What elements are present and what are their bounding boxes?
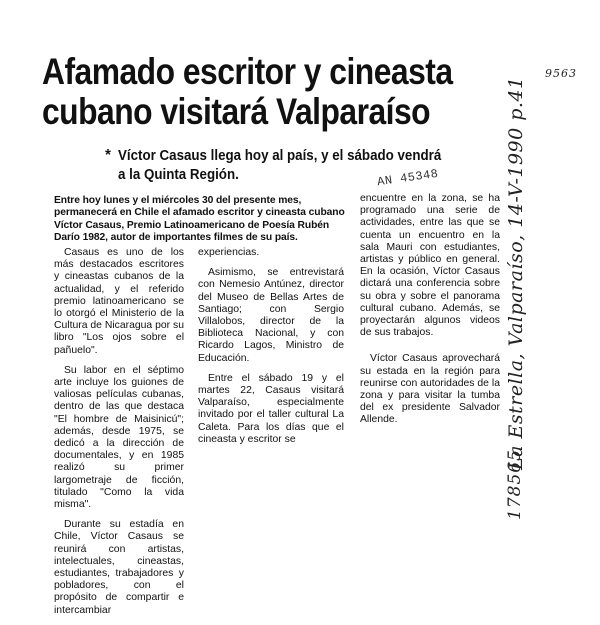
paragraph: Víctor Casaus aprovechará su estada en la región para reunirse con autoridades de la zona y para visitar la tumba del ex presidente Salvador Allende.: [360, 353, 500, 426]
handwritten-source-note: La Estrella, Valparaíso, 14-V-1990 p.41: [505, 76, 527, 470]
paragraph: experiencias.: [198, 247, 260, 258]
paragraph: Casaus es uno de los más destacados escritores y cineastas cubanos de la actualidad, y el referido premio latinoamericano se lo otorgó el Ministerio de la Cultura de Nicaragua por su libro "Los ojos sobre el pañuelo".: [54, 247, 184, 356]
paragraph: Entre el sábado 19 y el martes 22, Casaus visitará Valparaíso, especialmente invitado por el taller cultural La Caleta. Para los días que el cineasta y escritor se: [198, 372, 344, 445]
subheadline-text: Víctor Casaus llega hoy al país, y el sábado vendrá a la Quinta Región.: [118, 148, 442, 183]
body-column-2: [198, 247, 344, 454]
headline: [42, 51, 453, 132]
body-column-3: [360, 193, 500, 435]
handwritten-top-number: 9563: [545, 67, 577, 80]
headline-line-1: Afamado escritor y cineasta: [42, 51, 453, 92]
archive-stamp: AN 45348: [376, 166, 440, 190]
paragraph: encuentre en la zona, se ha programado una serie de actividades, entre las que se cuenta un encuentro en la sala Mauri con estudiantes, artistas y público en general. En la ocasión, Víctor Casaus dictará una conferencia sobre su obra y sobre el panorama cultural cubano. Además, se proyectarán algunos videos de sus trabajos.: [360, 193, 500, 339]
handwritten-catalog-number: 178565: [505, 449, 525, 520]
paragraph: Durante su estadía en Chile, Víctor Casaus se reunirá con artistas, intelectuales, cineastas, estudiantes, trabajadores y pobladores, con el propósito de compartir e intercambiar: [54, 519, 184, 616]
paragraph: Asimismo, se entrevistará con Nemesio Antúnez, director del Museo de Bellas Artes de Santiago; con Sergio Villalobos, director de la Biblioteca Nacional, y con Ricardo Lagos, Ministro de Educación.: [198, 267, 344, 364]
paragraph: Su labor en el séptimo arte incluye los guiones de valiosas películas cubanas, dentro de las que destaca "El hombre de Maisinicú"; además, desde 1975, se dedicó a la dirección de documentales, y en 1985 realizó su primer largometraje de ficción, titulado "Como la vida misma".: [54, 364, 184, 511]
bullet-star: *: [105, 147, 111, 164]
body-column-1: [54, 247, 184, 625]
headline-line-2: cubano visitará Valparaíso: [42, 91, 431, 132]
lead-paragraph: Entre hoy lunes y el miércoles 30 del presente mes, permanecerá en Chile el afamado escritor y cineasta cubano Víctor Casaus, Premio Latinoamericano de Poesía Rubén Darío 1982, autor de importantes filmes de su país.: [54, 195, 345, 244]
